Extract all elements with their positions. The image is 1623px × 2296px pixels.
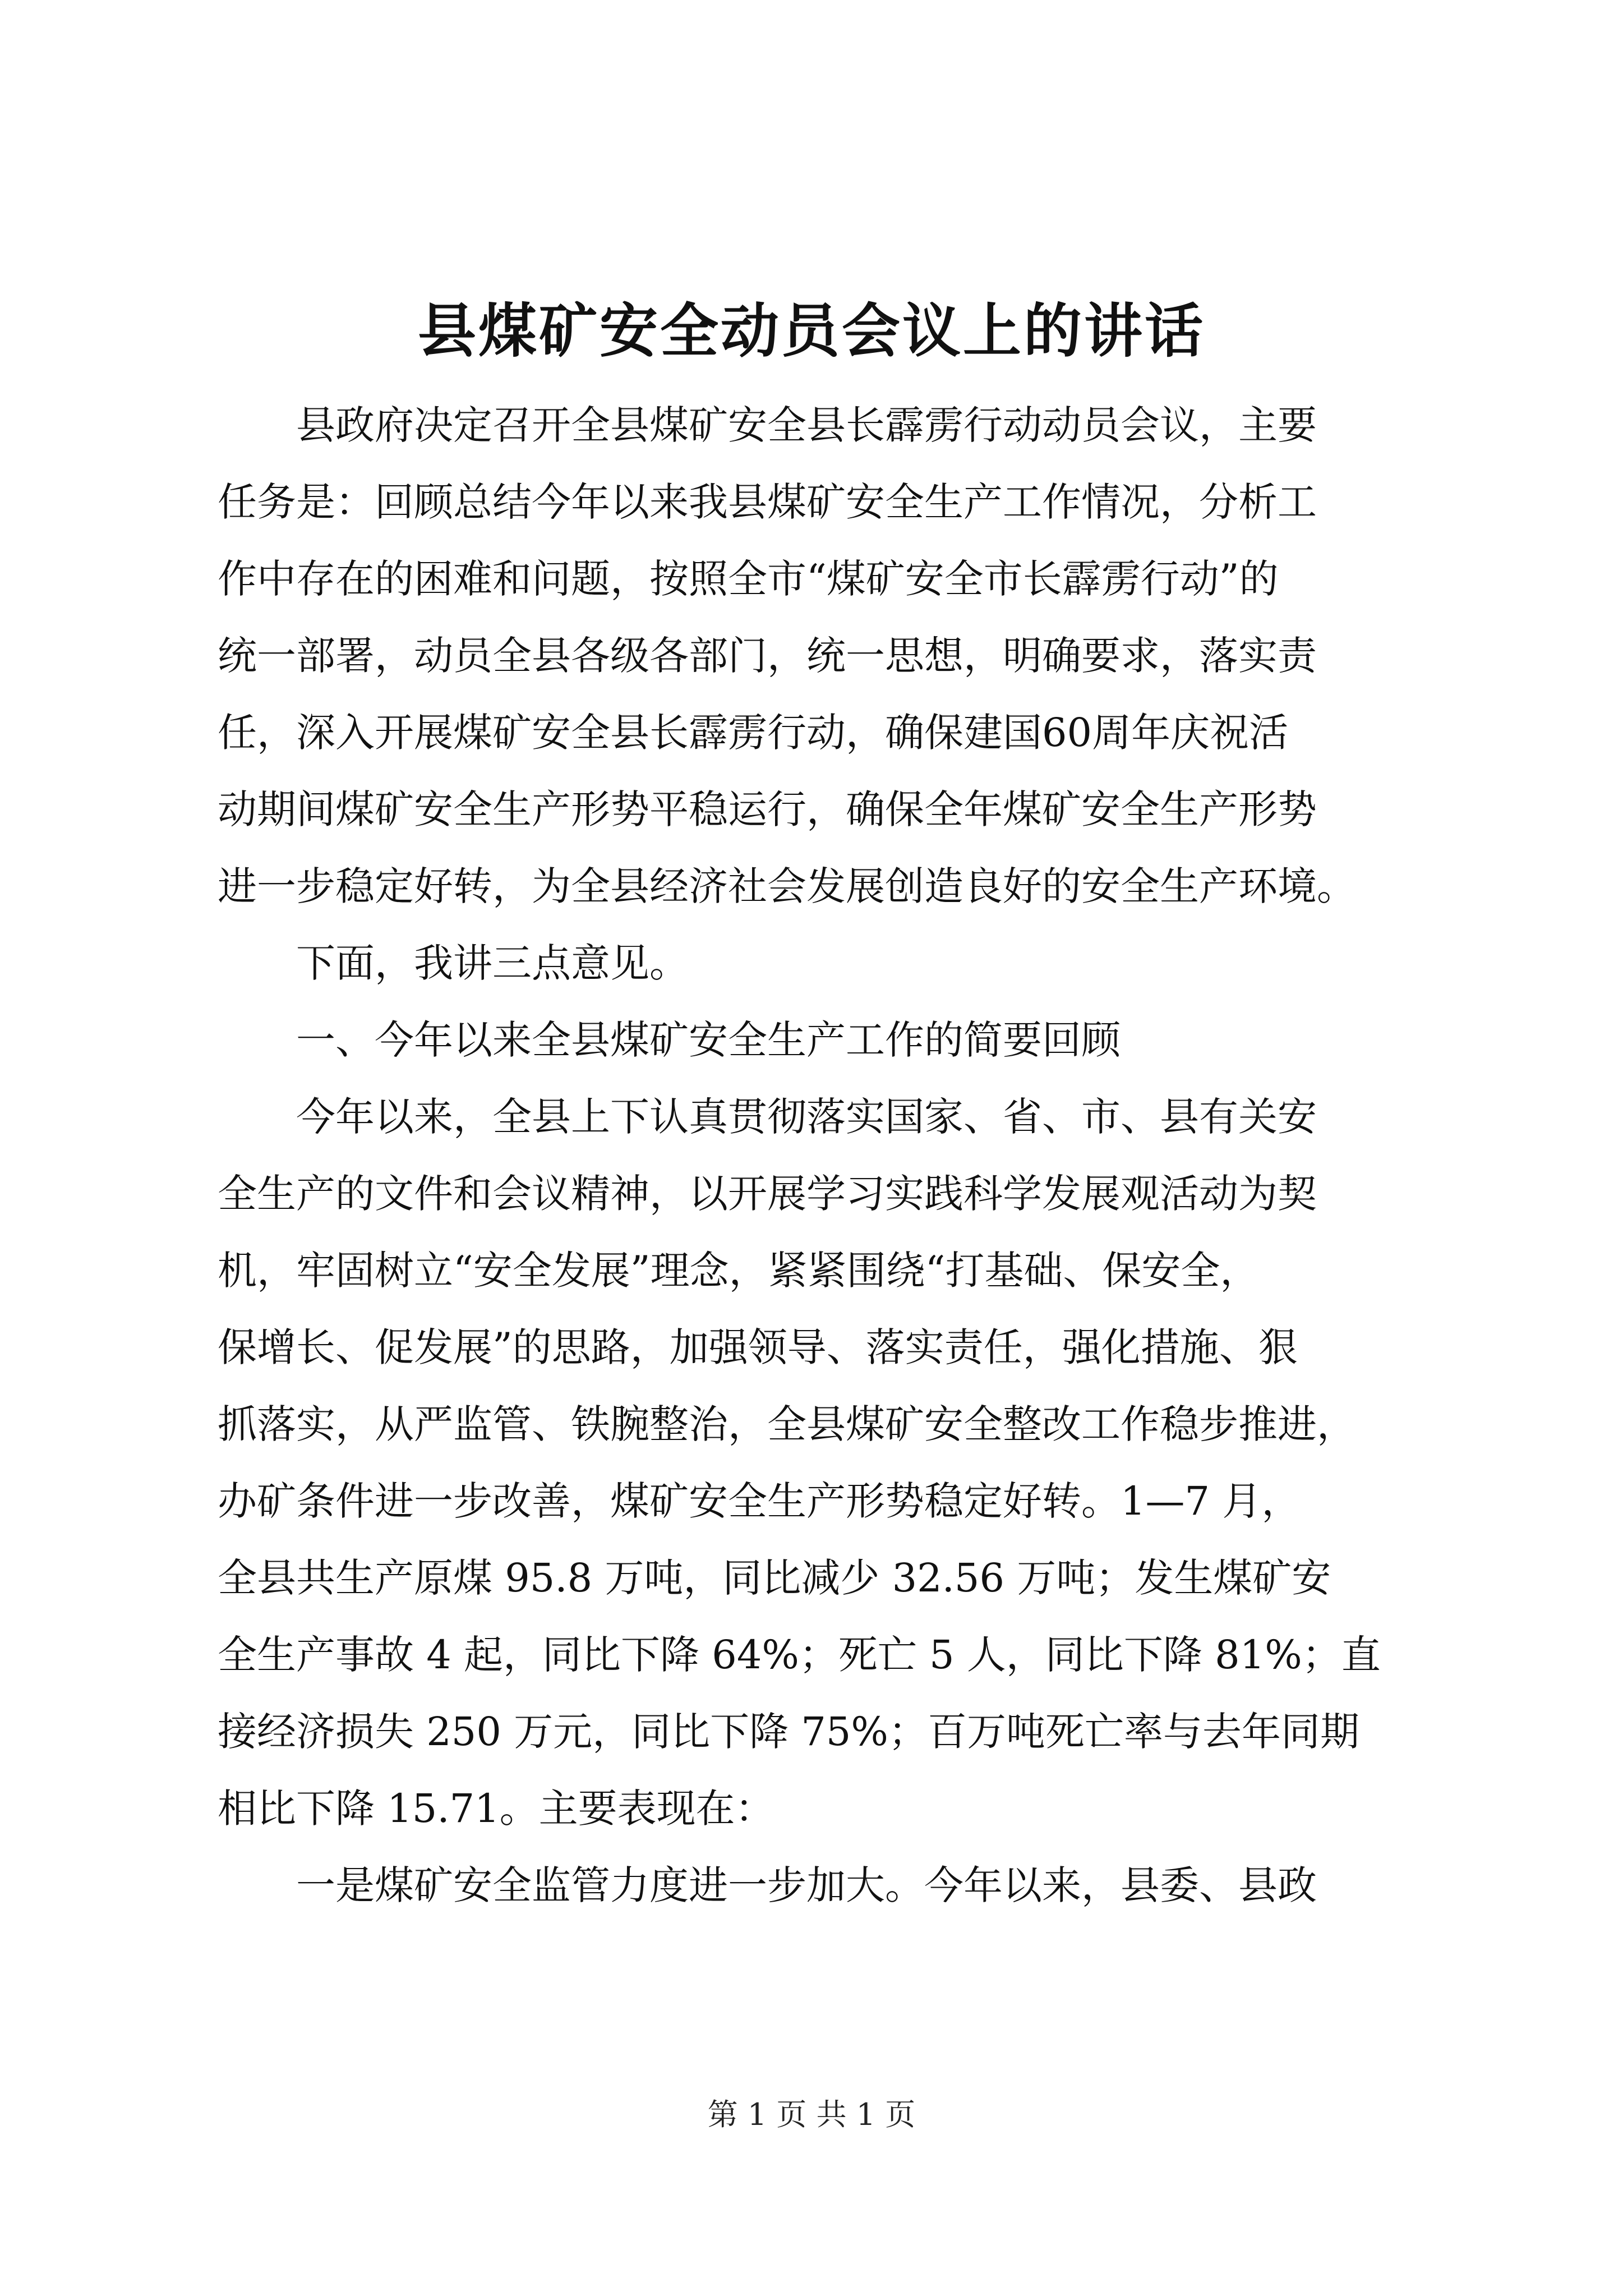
text-line: 接经济损失 250 万元，同比下降 75%；百万吨死亡率与去年同期	[218, 1709, 1359, 1755]
text-line: 办矿条件进一步改善，煤矿安全生产形势稳定好转。1—7 月，	[218, 1478, 1301, 1524]
text-line: 一是煤矿安全监管力度进一步加大。今年以来，县委、县政	[296, 1862, 1317, 1908]
text-line: 任，深入开展煤矿安全县长霹雳行动，确保建国60周年庆祝活	[218, 710, 1289, 756]
text-line: 下面，我讲三点意见。	[296, 940, 689, 986]
text-line: 抓落实，从严监管、铁腕整治，全县煤矿安全整改工作稳步推进，	[218, 1401, 1356, 1447]
text-line: 全生产事故 4 起，同比下降 64%；死亡 5 人，同比下降 81%；直	[218, 1632, 1381, 1678]
text-line: 作中存在的困难和问题，按照全市“煤矿安全市长霹雳行动”的	[218, 556, 1279, 602]
text-line: 县政府决定召开全县煤矿安全县长霹雳行动动员会议，主要	[296, 402, 1317, 448]
text-line: 任务是：回顾总结今年以来我县煤矿安全生产工作情况，分析工	[218, 479, 1317, 525]
text-line: 统一部署，动员全县各级各部门，统一思想，明确要求，落实责	[218, 633, 1317, 679]
text-line: 动期间煤矿安全生产形势平稳运行，确保全年煤矿安全生产形势	[218, 786, 1317, 832]
text-line: 机，牢固树立“安全发展”理念，紧紧围绕“打基础、保安全，	[218, 1248, 1260, 1294]
text-line: 今年以来，全县上下认真贯彻落实国家、省、市、县有关安	[296, 1094, 1317, 1140]
document-title: 县煤矿安全动员会议上的讲话	[417, 296, 1205, 365]
text-line: 相比下降 15.71。主要表现在：	[218, 1786, 774, 1832]
text-line: 全生产的文件和会议精神，以开展学习实践科学发展观活动为契	[218, 1171, 1317, 1217]
text-line: 进一步稳定好转，为全县经济社会发展创造良好的安全生产环境。	[218, 863, 1356, 909]
text-line: 全县共生产原煤 95.8 万吨，同比减少 32.56 万吨；发生煤矿安	[218, 1555, 1331, 1601]
page-footer: 第 1 页 共 1 页	[707, 2097, 916, 2132]
text-line: 一、今年以来全县煤矿安全生产工作的简要回顾	[296, 1017, 1121, 1063]
text-line: 保增长、促发展”的思路，加强领导、落实责任，强化措施、狠	[218, 1324, 1298, 1370]
document-body	[218, 387, 1423, 1924]
